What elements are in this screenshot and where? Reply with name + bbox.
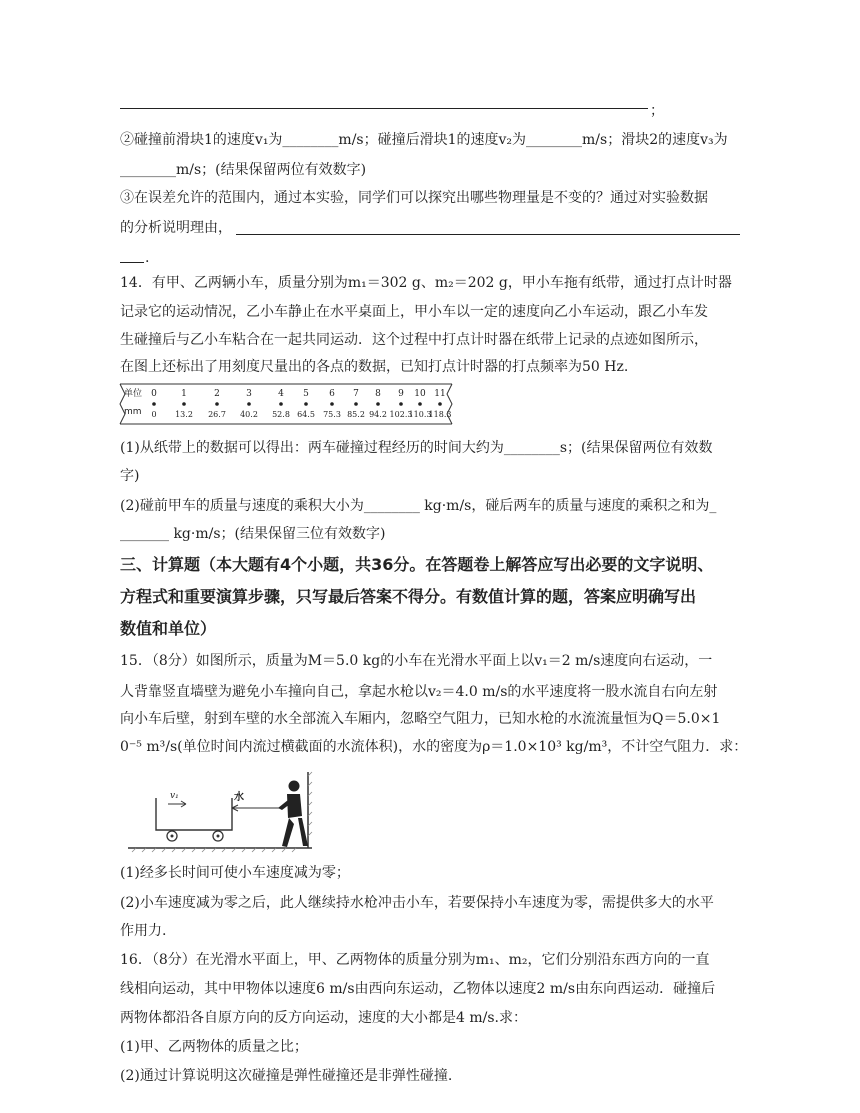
tape-point-value: 52.8 — [272, 410, 290, 419]
answer-line-end: ； — [650, 103, 664, 119]
paper-tape-figure — [118, 380, 456, 430]
q15-sub1: (1)经多长时间可使小车速度减为零； — [120, 865, 350, 881]
q14-line3: 生碰撞后与乙小车粘合在一起共同运动．这个过程中打点计时器在纸带上记录的点迹如图所示， — [120, 332, 708, 348]
q14-line4: 在图上还标出了用刻度尺量出的各点的数据，已知打点计时器的打点频率为50 Hz. — [120, 359, 629, 375]
tape-mm-label: mm — [124, 407, 142, 417]
q14-sub2-line1: (2)碰前甲车的质量与速度的乘积大小为________ kg·m/s，碰后两车的质量与速度的乘积之和为_ — [120, 498, 717, 514]
tape-point-value: 110.3 — [408, 410, 432, 419]
tape-point-index: 8 — [375, 389, 381, 399]
q15-line4: 0⁻⁵ m³/s(单位时间内流过横截面的水流体积)，水的密度为ρ＝1.0×10³ kg/m³，不计空气阻力．求： — [120, 739, 748, 755]
tape-point-index: 4 — [278, 389, 284, 399]
tape-dot — [304, 402, 308, 406]
answer-line-short — [120, 262, 144, 263]
tape-point-index: 6 — [329, 389, 335, 399]
tape-point-value: 13.2 — [175, 410, 193, 419]
tape-dot — [330, 402, 334, 406]
answer-line-long — [236, 234, 740, 235]
tape-dot — [438, 402, 442, 406]
q14-line1: 14．有甲、乙两辆小车，质量分别为m₁＝302 g、m₂＝202 g，甲小车拖有纸带，通过打点计时器 — [120, 275, 732, 291]
tape-point-index: 5 — [303, 389, 309, 399]
q13-part2-line2: ________m/s；(结果保留两位有效数字) — [120, 162, 367, 178]
tape-dot — [215, 402, 219, 406]
q13-part3-line1: ③在误差允许的范围内，通过本实验，同学们可以探究出哪些物理量是不变的？通过对实验数据 — [120, 190, 708, 206]
q14-sub1-line1: (1)从纸带上的数据可以得出：两车碰撞过程经历的时间大约为________s；(结果保留两位有效数 — [120, 440, 713, 456]
q16-sub1: (1)甲、乙两物体的质量之比； — [120, 1039, 308, 1055]
tape-point-value: 94.2 — [369, 410, 387, 419]
q16-sub2: (2)通过计算说明这次碰撞是弹性碰撞还是非弹性碰撞. — [120, 1068, 453, 1084]
tape-point-value: 0 — [151, 410, 157, 419]
q14-sub1-line2: 字) — [120, 468, 140, 484]
water-label: 水 — [234, 792, 244, 803]
q13-part2-line1: ②碰撞前滑块1的速度v₁为________m/s；碰撞后滑块1的速度v₂为________m/s；滑块2的速度v₃为 — [120, 132, 728, 148]
tape-dot — [418, 402, 422, 406]
tape-point-index: 2 — [214, 389, 220, 399]
q16-line2: 线相向运动，其中甲物体以速度6 m/s由西向东运动，乙物体以速度2 m/s由东向西运动．碰撞后 — [120, 981, 716, 997]
section3-heading-line1: 三、计算题（本大题有4个小题，共36分。在答题卷上解答应写出必要的文字说明、 — [120, 555, 714, 574]
tape-point-value: 64.5 — [297, 410, 315, 419]
q15-line1: 15．（8分）如图所示，质量为M＝5.0 kg的小车在光滑水平面上以v₁＝2 m/s速度向右运动，一 — [120, 653, 713, 669]
tape-point-value: 40.2 — [240, 410, 258, 419]
q16-line1: 16．（8分）在光滑水平面上，甲、乙两物体的质量分别为m₁、m₂，它们分别沿东西方向的一直 — [120, 952, 710, 968]
q14-sub2-line2: _______ kg·m/s；(结果保留三位有效数字) — [120, 526, 386, 542]
tape-dot — [247, 402, 251, 406]
tape-point-index: 7 — [353, 389, 359, 399]
tape-point-index: 1 — [181, 389, 187, 399]
q15-line3: 向小车后壁，射到车壁的水全部流入车厢内，忽略空气阻力，已知水枪的水流流量恒为Q＝5.0×1 — [120, 711, 721, 727]
tape-point-value: 118.3 — [428, 410, 452, 419]
tape-point-value: 75.3 — [323, 410, 341, 419]
q15-sub2-line1: (2)小车速度减为零之后，此人继续持水枪冲击小车，若要保持小车速度为零，需提供多大的水平 — [120, 895, 714, 911]
tape-dot — [279, 402, 283, 406]
cart-water-gun-figure — [122, 768, 322, 858]
tape-point-index: 3 — [246, 389, 252, 399]
q14-line2: 记录它的运动情况，乙小车静止在水平桌面上，甲小车以一定的速度向乙小车运动，跟乙小车发 — [120, 304, 708, 320]
tape-unit-label: 单位 — [124, 389, 143, 399]
q16-line3: 两物体都沿各自原方向的反方向运动，速度的大小都是4 m/s.求： — [120, 1010, 527, 1026]
tape-dot — [182, 402, 186, 406]
tape-point-value: 85.2 — [347, 410, 365, 419]
tape-point-index: 0 — [151, 389, 157, 399]
tape-dot — [354, 402, 358, 406]
section3-heading-line2: 方程式和重要演算步骤，只写最后答案不得分。有数值计算的题，答案应明确写出 — [120, 587, 697, 606]
answer-line — [120, 108, 648, 109]
tape-point-index: 10 — [414, 389, 426, 399]
v1-label: v₁ — [170, 791, 179, 801]
tape-point-index: 9 — [398, 389, 404, 399]
tape-point-value: 26.7 — [208, 410, 226, 419]
tape-dot — [399, 402, 403, 406]
section3-heading-line3: 数值和单位） — [120, 619, 217, 638]
tape-dot — [152, 402, 156, 406]
tape-point-value: 102.3 — [389, 410, 413, 419]
tape-point-index: 11 — [434, 389, 446, 399]
tape-dot — [376, 402, 380, 406]
q15-line2: 人背靠竖直墙壁为避免小车撞向自己，拿起水枪以v₂＝4.0 m/s的水平速度将一股水流自右向左射 — [120, 684, 718, 700]
q15-sub2-line2: 作用力. — [120, 923, 167, 939]
answer-line-short-end: . — [145, 250, 150, 266]
q13-part3-line2: 的分析说明理由， — [120, 220, 232, 236]
